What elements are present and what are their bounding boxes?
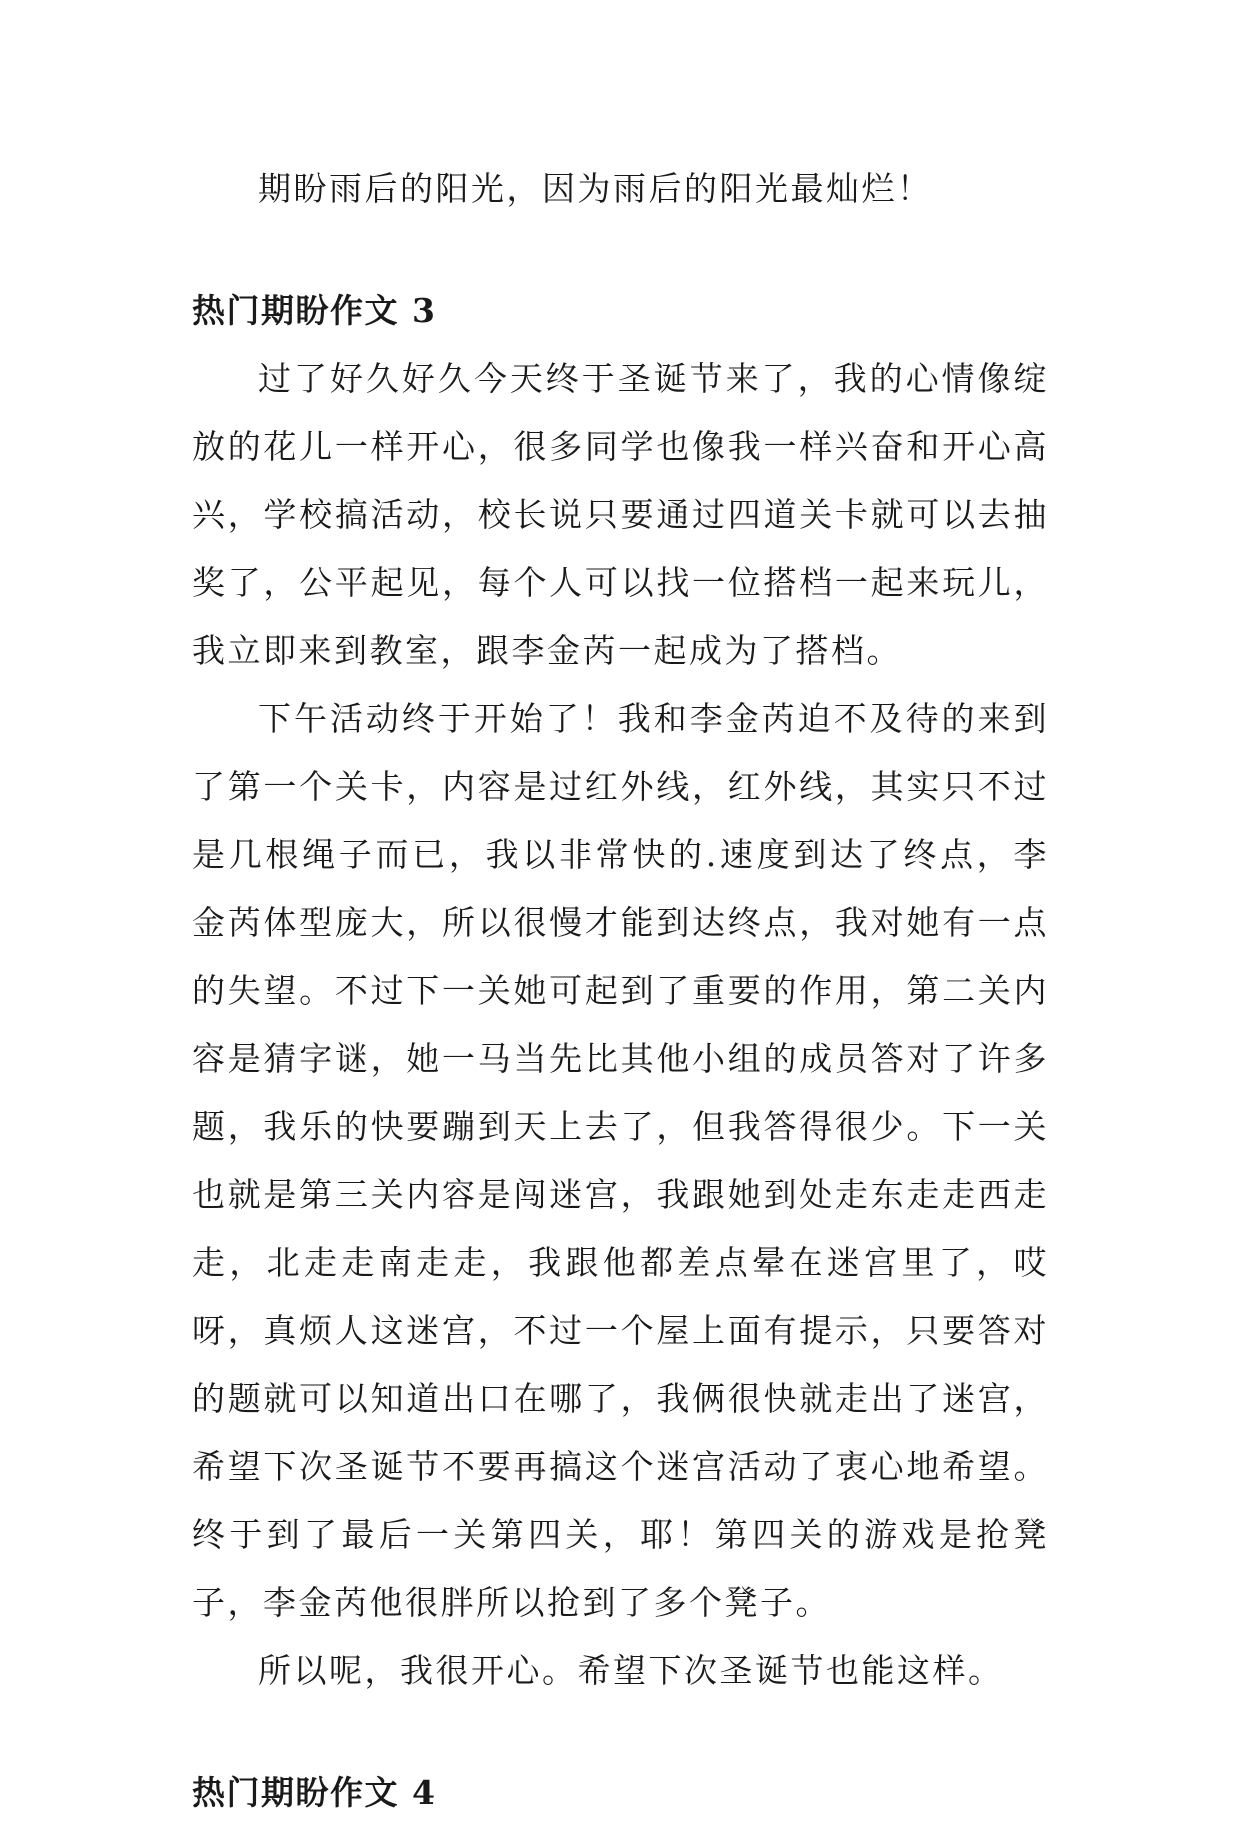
section-3-paragraph-2: 下午活动终于开始了！我和李金芮迫不及待的来到了第一个关卡，内容是过红外线，红外线，其实只不过是几根绳子而已，我以非常快的.速度到达了终点，李金芮体型庞大，所以很慢才能到达终点，我对她有一点的失望。不过下一关她可起到了重要的作用，第二关内容是猜字谜，她一马当先比其他小组的成员答对了许多题，我乐的快要蹦到天上去了，但我答得很少。下一关也就是第三关内容是闯迷宫，我跟她到处走东走走西走走，北走走南走走，我跟他都差点晕在迷宫里了，哎呀，真烦人这迷宫，不过一个屋上面有提示，只要答对的题就可以知道出口在哪了，我俩很快就走出了迷宫，希望下次圣诞节不要再搞这个迷宫活动了衷心地希望。终于到了最后一关第四关，耶！第四关的游戏是抢凳子，李金芮他很胖所以抢到了多个凳子。 — [192, 699, 1049, 1622]
section-4-heading: 热门期盼作文 4 — [192, 1773, 437, 1812]
section-spacer — [192, 1705, 1049, 1759]
intro-closing-paragraph: 期盼雨后的阳光，因为雨后的阳光最灿烂！ — [258, 169, 933, 208]
section-3-paragraph-3: 所以呢，我很开心。希望下次圣诞节也能这样。 — [258, 1651, 1004, 1690]
document-body — [192, 155, 1049, 1827]
section-3-heading: 热门期盼作文 3 — [192, 291, 437, 330]
section-spacer — [192, 223, 1049, 277]
section-3-paragraph-1: 过了好久好久今天终于圣诞节来了，我的心情像绽放的花儿一样开心，很多同学也像我一样兴奋和开心高兴，学校搞活动，校长说只要通过四道关卡就可以去抽奖了，公平起见，每个人可以找一位搭档一起来玩儿，我立即来到教室，跟李金芮一起成为了搭档。 — [192, 359, 1049, 670]
